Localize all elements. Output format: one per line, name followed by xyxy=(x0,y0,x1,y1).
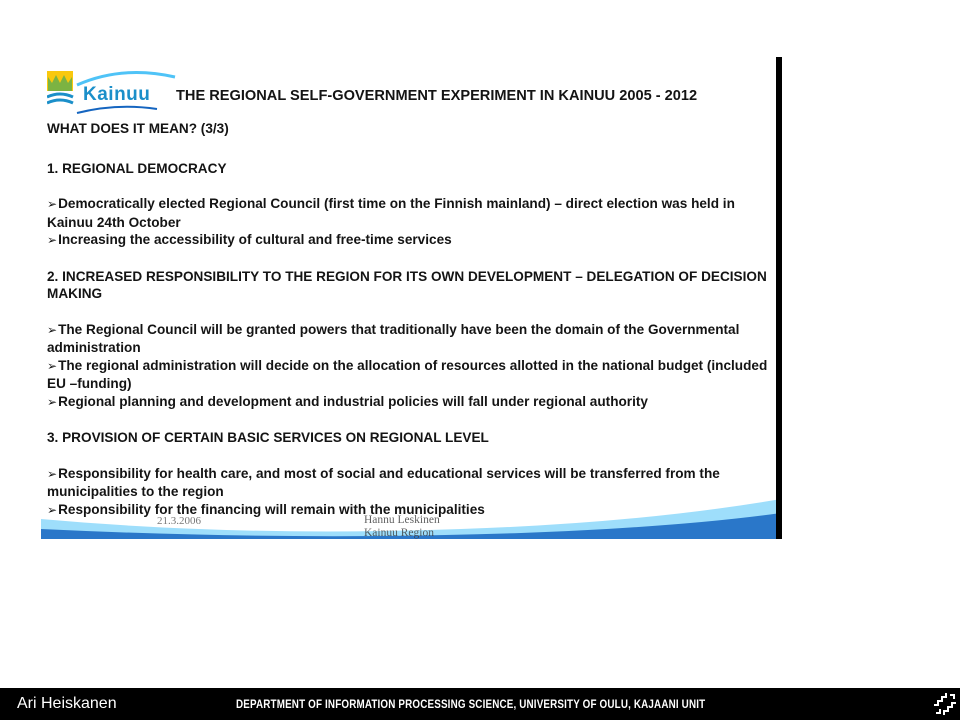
department-name: DEPARTMENT OF INFORMATION PROCESSING SCIENCE, UNIVERSITY OF OULU, KAJAANI UNIT xyxy=(236,697,706,711)
bullet-item: ➢The Regional Council will be granted powers that traditionally have been the domain of the Governmental administration xyxy=(47,321,740,355)
arrow-bullet-icon: ➢ xyxy=(47,322,58,337)
slide-title: THE REGIONAL SELF-GOVERNMENT EXPERIMENT IN KAINUU 2005 - 2012 xyxy=(176,88,698,104)
section-heading: 1. REGIONAL DEMOCRACY xyxy=(47,160,227,176)
section-heading: 2. INCREASED RESPONSIBILITY TO THE REGION FOR ITS OWN DEVELOPMENT – DELEGATION OF DECISION MAKING xyxy=(47,268,767,301)
logo-text: Kainuu xyxy=(83,84,151,105)
slide-content xyxy=(47,120,777,519)
university-logo-icon xyxy=(932,691,958,717)
slide-image xyxy=(41,57,781,539)
arrow-bullet-icon: ➢ xyxy=(47,394,58,409)
footer-name: Hannu Leskinen Kainuu Region xyxy=(364,514,440,539)
bullet-item: ➢Democratically elected Regional Council (first time on the Finnish mainland) – direct election was held in Kainuu 24th October xyxy=(47,196,735,230)
bullet-item: ➢Regional planning and development and industrial policies will fall under regional authority xyxy=(47,393,648,409)
slide-subtitle: WHAT DOES IT MEAN? (3/3) xyxy=(47,121,229,136)
section-heading: 3. PROVISION OF CERTAIN BASIC SERVICES ON REGIONAL LEVEL xyxy=(47,430,489,445)
slide-edge-rule xyxy=(776,57,782,539)
bottom-bar xyxy=(0,688,960,720)
author-name: Ari Heiskanen xyxy=(17,695,117,712)
arrow-bullet-icon: ➢ xyxy=(47,358,58,373)
footer-date: 21.3.2006 xyxy=(157,515,201,527)
arrow-bullet-icon: ➢ xyxy=(47,233,58,247)
bullet-item: ➢Responsibility for the financing will remain with the municipalities xyxy=(47,501,485,517)
arrow-bullet-icon: ➢ xyxy=(47,502,58,517)
bullet-item: ➢The regional administration will decide on the allocation of resources allotted in the national budget (included EU –funding) xyxy=(47,357,768,391)
bullet-item: ➢Increasing the accessibility of cultural and free-time services xyxy=(47,232,452,247)
bullet-item: ➢Responsibility for health care, and most of social and educational services will be transferred from the municipalities to the region xyxy=(47,465,720,499)
arrow-bullet-icon: ➢ xyxy=(47,466,58,481)
arrow-bullet-icon: ➢ xyxy=(47,197,58,211)
